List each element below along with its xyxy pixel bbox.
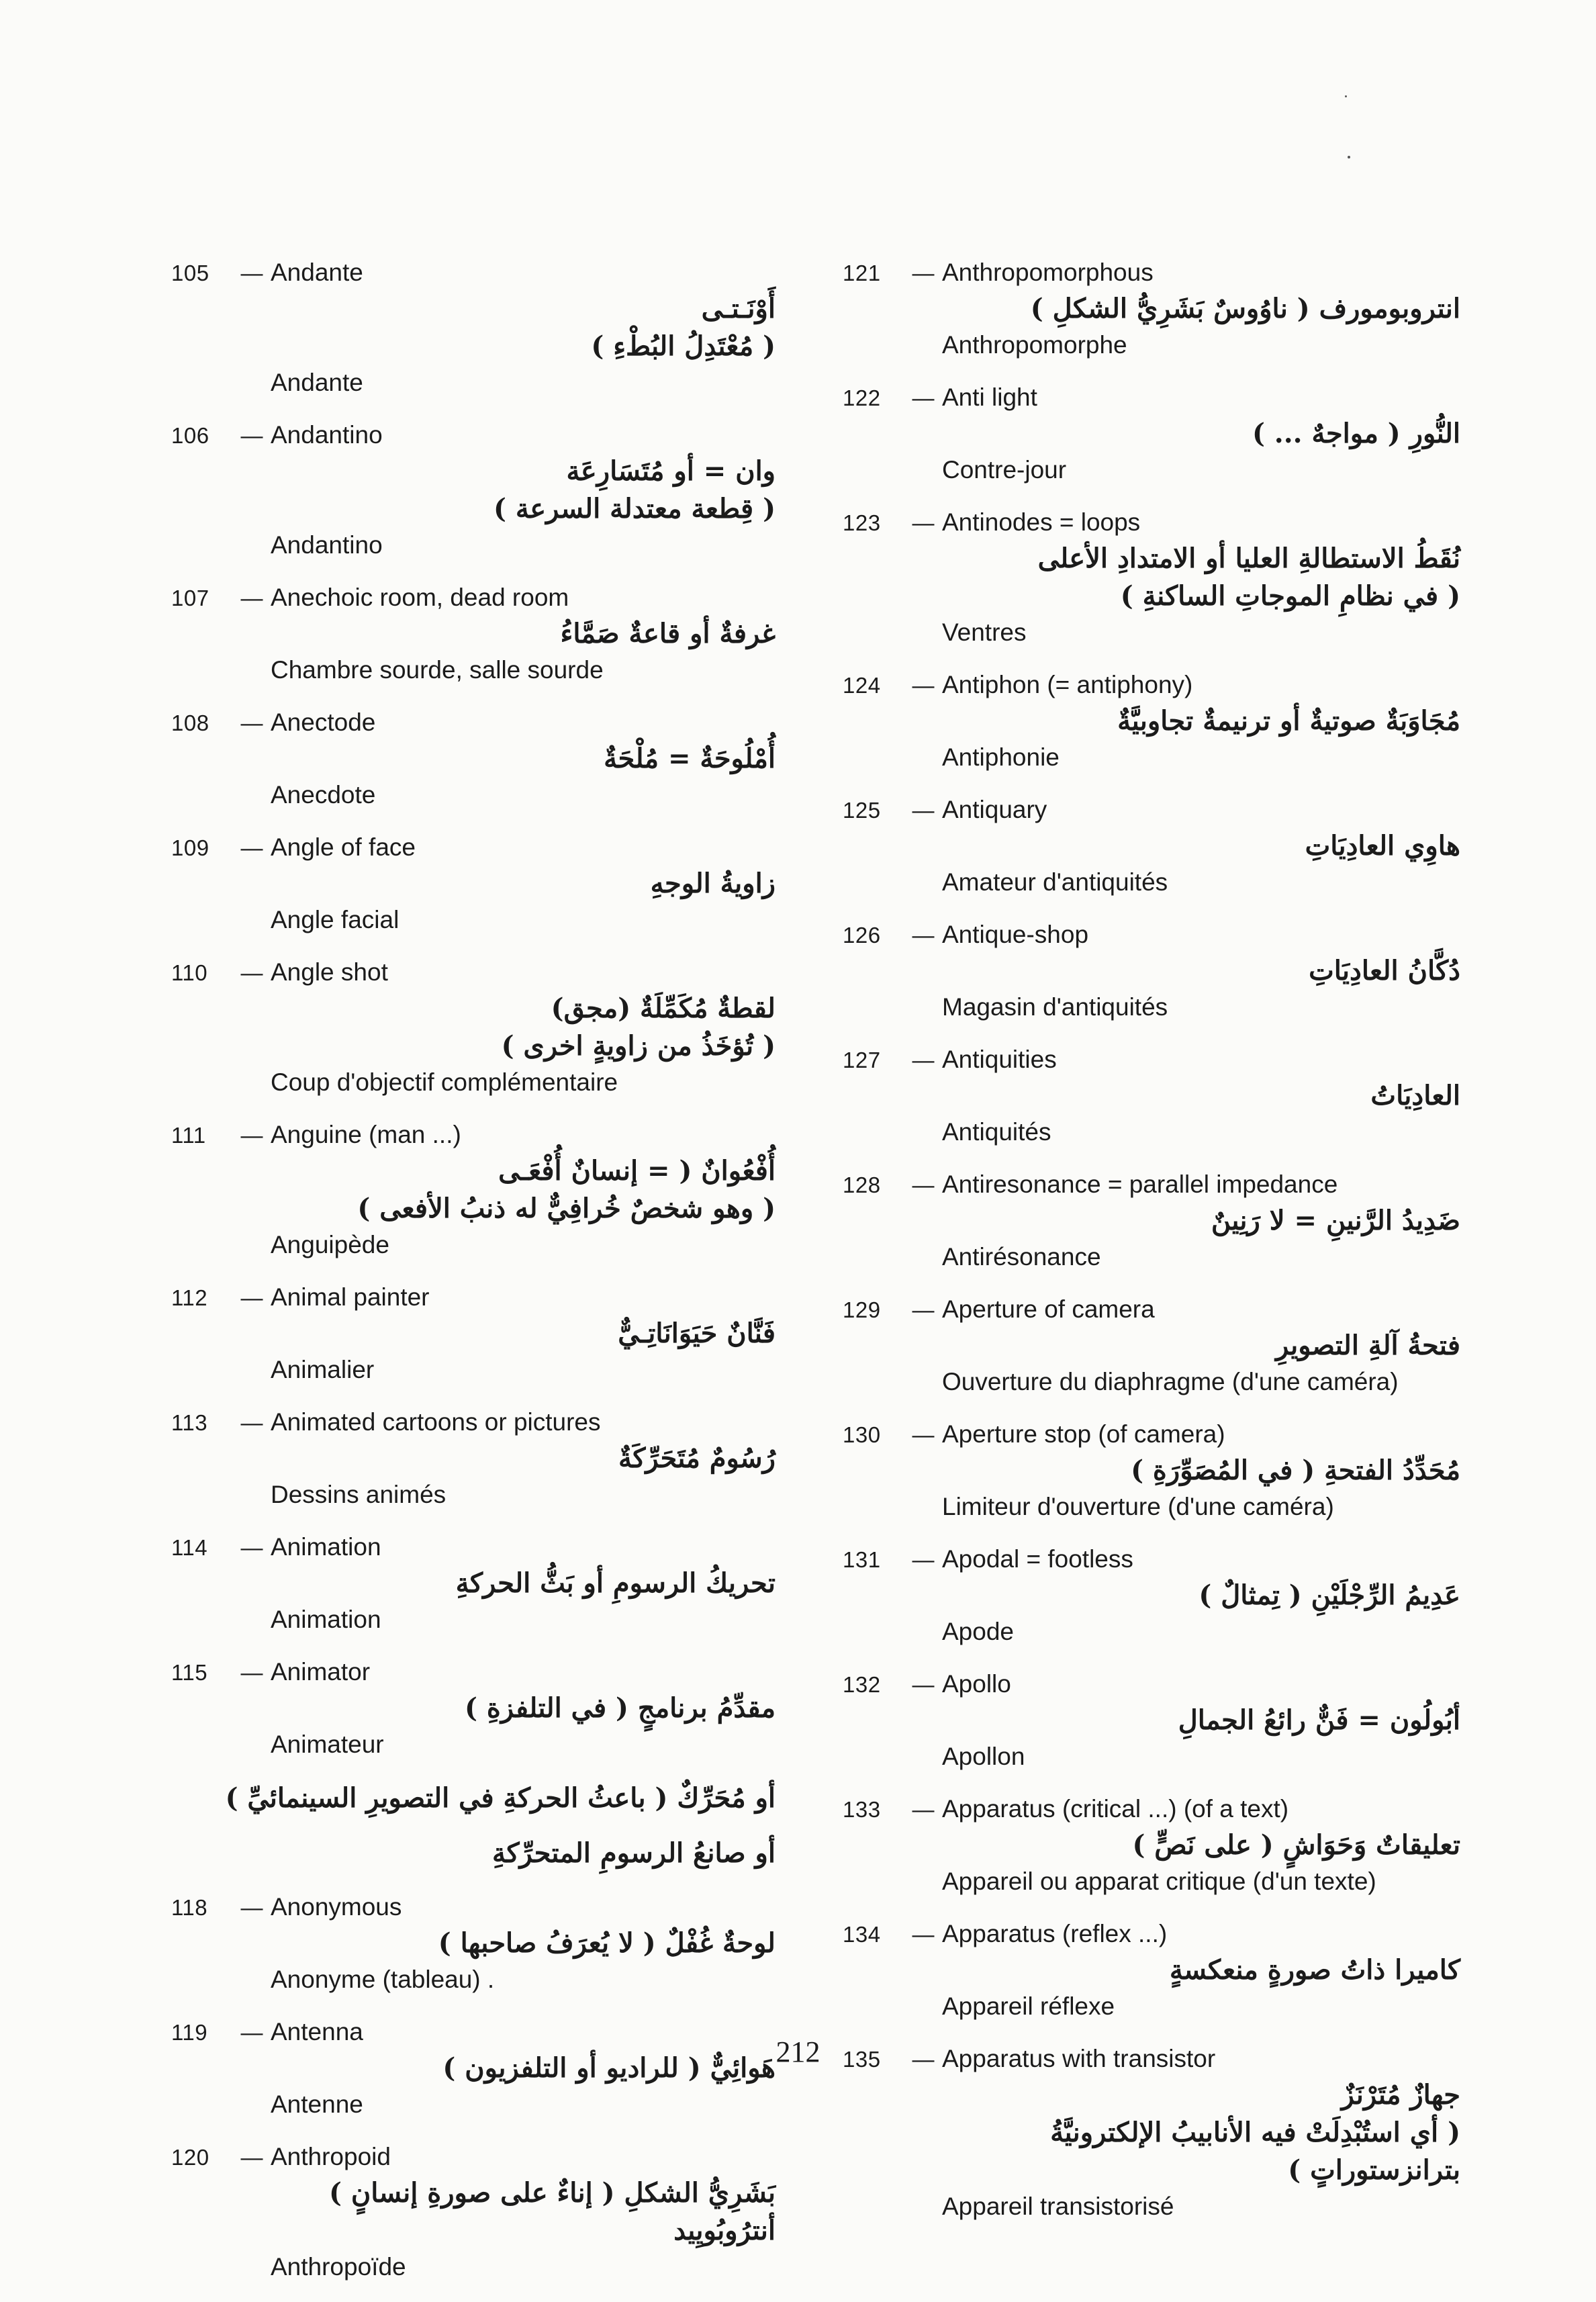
french-term: Dessins animés — [271, 1481, 447, 1508]
entry-number: 133 — [843, 1797, 881, 1822]
glossary-entry — [171, 2139, 776, 2285]
entry-head — [171, 1280, 776, 1387]
entry-head — [171, 418, 776, 563]
arabic-term: لوحةٌ غُفْلٌ ( لا يُعرَفُ صاحبها ) — [438, 1927, 776, 1959]
entry-dash: — — [240, 423, 263, 448]
entry-body — [942, 667, 1460, 775]
entry-dash: — — [912, 261, 935, 285]
arabic-term: رُسُومٌ مُتَحَرِّكَةٌ — [618, 1442, 776, 1474]
entry-dash: — — [912, 1172, 935, 1197]
arabic-term: عَدِيمُ الرِّجْلَيْنِ ( تِمثالٌ ) — [1199, 1579, 1460, 1611]
entry-number: 127 — [843, 1048, 881, 1072]
glossary-entry — [171, 1530, 776, 1637]
entry-body — [942, 1792, 1460, 1899]
english-term: Animator — [271, 1658, 371, 1686]
scan-speck — [1345, 95, 1347, 97]
arabic-term: مُحَدِّدُ الفتحةِ ( في المُصَوِّرَةِ ) — [1131, 1455, 1460, 1486]
entry-head — [171, 1655, 776, 1762]
entry-number: 123 — [843, 510, 881, 535]
arabic-term: لقطةٌ مُكَمِّلَةٌ (مجق) — [551, 993, 776, 1024]
arabic-term: دُكَّانُ العادِيَاتِ — [1309, 955, 1460, 986]
entry-body — [271, 255, 776, 400]
entry-dash: — — [912, 2047, 935, 2072]
entry-number: 118 — [171, 1895, 208, 1920]
glossary-entry — [843, 917, 1460, 1025]
arabic-term: ( تُؤخَذُ من زاويةٍ اخرى ) — [501, 1030, 776, 1062]
entry-head — [171, 1530, 776, 1637]
entry-head — [171, 705, 776, 813]
english-term: Antiquities — [942, 1046, 1057, 1073]
arabic-term: وان = أو مُتَسَارِعَة — [566, 455, 776, 487]
arabic-term: هاوِي العادِيَاتِ — [1305, 830, 1460, 862]
entry-head — [843, 380, 1460, 488]
french-term: Apode — [942, 1618, 1014, 1645]
arabic-term: ( أي استُبْدِلَتْ فيه الأنابيبُ الإلكترونيَّةُ — [1050, 2117, 1460, 2148]
arabic-term: تحريكُ الرسومِ أو بَثُّ الحركةِ — [455, 1567, 776, 1599]
english-term: Animal painter — [271, 1283, 430, 1311]
entry-dash: — — [912, 923, 935, 948]
entry-dash: — — [240, 1123, 263, 1148]
glossary-entry — [843, 1167, 1460, 1275]
glossary-entry — [843, 792, 1460, 900]
french-term: Andante — [271, 369, 363, 396]
french-term: Anguipède — [271, 1231, 389, 1258]
english-term: Antiphon (= antiphony) — [942, 671, 1193, 698]
english-term: Angle shot — [271, 958, 388, 986]
glossary-entry — [171, 705, 776, 813]
entry-head — [843, 917, 1460, 1025]
french-term: Antenne — [271, 2090, 363, 2118]
page-number: 212 — [776, 2035, 820, 2068]
arabic-term: بَشَرِيُّ الشكلِ ( إناءٌ على صورةِ إنسانٍ ) — [329, 2177, 776, 2209]
entry-body — [942, 255, 1460, 363]
entry-body — [942, 1667, 1460, 1774]
entry-number: 109 — [171, 835, 209, 860]
entry-head — [843, 792, 1460, 900]
glossary-entry — [843, 505, 1460, 650]
entry-head — [843, 1042, 1460, 1150]
french-term: Amateur d'antiquités — [942, 868, 1168, 896]
entry-head — [843, 1917, 1460, 2024]
arabic-continuation: أو مُحَرِّكٌ ( باعثُ الحركةِ في التصويرِ السينمائيِّ ) — [225, 1782, 776, 1814]
arabic-term: النُّورِ ( مواجهٌ ... ) — [1252, 418, 1460, 449]
english-term: Apollo — [942, 1670, 1011, 1698]
entry-body — [942, 917, 1460, 1025]
entry-head — [171, 830, 776, 937]
glossary-entry — [171, 1117, 776, 1262]
entry-number: 115 — [171, 1660, 208, 1685]
english-term: Anectode — [271, 708, 376, 736]
entry-number: 132 — [843, 1672, 881, 1697]
french-term: Animalier — [271, 1356, 375, 1383]
arabic-term: كاميرا ذاتُ صورةٍ منعكسةٍ — [1169, 1954, 1460, 1986]
entry-number: 134 — [843, 1922, 881, 1947]
arabic-term: مُجَاوَبَةٌ صوتيةٌ أو ترنيمةٌ تجاوبيَّةٌ — [1117, 705, 1460, 737]
entry-dash: — — [240, 1895, 263, 1920]
entry-dash: — — [912, 1672, 935, 1697]
french-term: Appareil transistorisé — [942, 2193, 1174, 2220]
english-term: Anthropomorphous — [942, 259, 1154, 286]
entry-number: 108 — [171, 710, 209, 735]
glossary-entry — [843, 1792, 1460, 1899]
glossary-entry — [171, 255, 776, 400]
french-term: Animation — [271, 1606, 381, 1633]
english-term: Apparatus (reflex ...) — [942, 1920, 1168, 1947]
glossary-entry — [171, 580, 776, 688]
glossary-entry — [171, 1655, 776, 1762]
french-term: Anthropomorphe — [942, 331, 1127, 359]
arabic-term: أَوْنَـتـى — [701, 293, 776, 324]
arabic-term: زاويةُ الوجهِ — [650, 868, 776, 899]
entry-body — [271, 955, 776, 1100]
entry-head — [843, 255, 1460, 363]
glossary-entry — [171, 830, 776, 937]
glossary-entry — [843, 1417, 1460, 1524]
entry-body — [942, 380, 1460, 488]
entry-body — [942, 505, 1460, 650]
entry-head — [171, 1117, 776, 1262]
arabic-term: فتحةُ آلةِ التصويرِ — [1276, 1330, 1460, 1361]
french-term: Contre-jour — [942, 456, 1067, 484]
entry-number: 111 — [171, 1123, 206, 1148]
english-term: Anonymous — [271, 1893, 402, 1921]
entry-number: 120 — [171, 2145, 209, 2170]
english-term: Animation — [271, 1533, 381, 1561]
french-term: Appareil ou apparat critique (d'un texte) — [942, 1868, 1376, 1895]
english-term: Antiquary — [942, 796, 1047, 823]
entry-body — [271, 1655, 776, 1762]
glossary-entry — [843, 1667, 1460, 1774]
entry-dash: — — [240, 710, 263, 735]
entry-number: 130 — [843, 1422, 881, 1447]
entry-head — [843, 667, 1460, 775]
arabic-term: بترانزستوراتٍ ) — [1288, 2154, 1460, 2186]
entry-dash: — — [912, 673, 935, 698]
arabic-term: ( قِطعة معتدلة السرعة ) — [493, 493, 776, 524]
entry-number: 126 — [843, 923, 881, 948]
entry-dash: — — [912, 1048, 935, 1072]
entry-dash: — — [912, 798, 935, 823]
arabic-continuation: أو صانعُ الرسومِ المتحرِّكةِ — [492, 1837, 776, 1869]
glossary-entry — [843, 255, 1460, 363]
entry-head — [843, 1667, 1460, 1774]
entry-number: 113 — [171, 1410, 208, 1435]
french-term: Antiquités — [942, 1118, 1051, 1146]
arabic-term: نُقَطُ الاستطالةِ العليا أو الامتدادِ الأعلى — [1037, 543, 1460, 574]
arabic-term: فَنَّانٌ حَيَوَانَاتِـيٌّ — [618, 1318, 776, 1349]
entry-body — [942, 1542, 1460, 1649]
english-term: Apparatus with transistor — [942, 2045, 1216, 2072]
french-term: Anonyme (tableau) . — [271, 1966, 495, 1993]
english-term: Antique-shop — [942, 921, 1089, 948]
arabic-term: أُفْعُوانٌ ( = إنسانٌ أُفْعَـى — [498, 1155, 776, 1187]
entry-dash: — — [240, 1660, 263, 1685]
entry-body — [271, 418, 776, 563]
glossary-entry — [843, 380, 1460, 488]
entry-head — [171, 1405, 776, 1512]
english-term: Andantino — [271, 421, 383, 449]
entry-body — [942, 1917, 1460, 2024]
english-term: Animated cartoons or pictures — [271, 1408, 601, 1436]
entry-number: 114 — [171, 1535, 208, 1560]
french-term: Angle facial — [271, 906, 400, 933]
arabic-term: ( في نظامِ الموجاتِ الساكنةِ ) — [1120, 580, 1460, 612]
arabic-term: أنترُوبُويِيد — [673, 2215, 776, 2246]
entry-dash: — — [912, 385, 935, 410]
entry-dash: — — [240, 960, 263, 985]
french-term: Chambre sourde, salle sourde — [271, 656, 604, 684]
glossary-entry — [171, 1280, 776, 1387]
entry-number: 121 — [843, 261, 881, 285]
french-term: Coup d'objectif complémentaire — [271, 1068, 618, 1096]
entry-dash: — — [912, 1297, 935, 1322]
english-term: Apparatus (critical ...) (of a text) — [942, 1795, 1289, 1823]
entry-body — [271, 2139, 776, 2285]
entry-dash: — — [912, 510, 935, 535]
entry-head — [843, 1792, 1460, 1899]
entry-number: 112 — [171, 1285, 208, 1310]
entry-dash: — — [240, 2145, 263, 2170]
entry-head — [171, 580, 776, 688]
entry-dash: — — [912, 1547, 935, 1572]
glossary-entry — [843, 1917, 1460, 2024]
french-term: Ventres — [942, 618, 1027, 646]
entry-number: 128 — [843, 1172, 881, 1197]
entry-number: 129 — [843, 1297, 881, 1322]
arabic-term: ضَدِيدُ الرَّنينِ = لا رَنِينٌ — [1211, 1205, 1460, 1236]
french-term: Anthropoïde — [271, 2253, 406, 2281]
left-column — [171, 255, 776, 2302]
english-term: Apodal = footless — [942, 1545, 1133, 1573]
arabic-term: أبُولُون = فَنٌّ رائعُ الجمالِ — [1178, 1704, 1460, 1736]
french-term: Andantino — [271, 531, 383, 559]
french-term: Anecdote — [271, 781, 376, 809]
glossary-entry — [843, 1042, 1460, 1150]
entry-body — [271, 1117, 776, 1262]
entry-dash: — — [240, 1535, 263, 1560]
entry-number: 135 — [843, 2047, 881, 2072]
french-term: Animateur — [271, 1731, 384, 1758]
entry-body — [271, 1405, 776, 1512]
english-term: Antenna — [271, 2018, 363, 2045]
entry-head — [843, 505, 1460, 650]
french-term: Magasin d'antiquités — [942, 993, 1168, 1021]
french-term: Appareil réflexe — [942, 1992, 1115, 2020]
arabic-term: انتروبومورف ( ناوُوسٌ بَشَرِيُّ الشكلِ ) — [1030, 293, 1460, 324]
french-term: Limiteur d'ouverture (d'une caméra) — [942, 1493, 1334, 1520]
entry-body — [271, 580, 776, 688]
arabic-term: ( مُعْتَدِلُ البُطْءِ ) — [591, 330, 776, 362]
entry-number: 106 — [171, 423, 209, 448]
glossary-entry — [843, 667, 1460, 775]
right-column — [843, 255, 1460, 2242]
scan-speck — [1348, 156, 1350, 158]
entry-head — [843, 1542, 1460, 1649]
entry-head — [171, 955, 776, 1100]
entry-head — [171, 255, 776, 400]
french-term: Antiphonie — [942, 743, 1060, 771]
arabic-term: العادِيَاتُ — [1370, 1080, 1460, 1111]
entry-number: 119 — [171, 2020, 208, 2045]
entry-dash: — — [240, 586, 263, 610]
entry-number: 124 — [843, 673, 881, 698]
entry-dash: — — [240, 835, 263, 860]
entry-head — [843, 1292, 1460, 1399]
entry-head — [171, 1890, 776, 1997]
entry-number: 110 — [171, 960, 208, 985]
entry-body — [271, 705, 776, 813]
entry-body — [942, 1417, 1460, 1524]
english-term: Anguine (man ...) — [271, 1121, 461, 1148]
entry-dash: — — [912, 1922, 935, 1947]
arabic-term: أُمْلُوحَةٌ = مُلْحَةٌ — [604, 743, 776, 774]
entry-number: 131 — [843, 1547, 881, 1572]
glossary-entry — [171, 955, 776, 1100]
entry-body — [271, 1890, 776, 1997]
entry-dash: — — [912, 1797, 935, 1822]
entry-dash: — — [912, 1422, 935, 1447]
arabic-term: غرفةٌ أو قاعةٌ صَمَّاءُ — [560, 618, 776, 649]
entry-head — [843, 1167, 1460, 1275]
entry-body — [942, 792, 1460, 900]
arabic-term: ( وهو شخصٌ خُرافِيٌّ له ذنبُ الأفعى ) — [357, 1193, 776, 1224]
english-term: Angle of face — [271, 833, 416, 861]
glossary-entry — [171, 1890, 776, 1997]
glossary-entry — [171, 1405, 776, 1512]
french-term: Antirésonance — [942, 1243, 1101, 1271]
entry-head — [843, 1417, 1460, 1524]
entry-dash: — — [240, 261, 263, 285]
arabic-term: هَوائِيٌّ ( للراديو أو التلفزيون ) — [442, 2052, 776, 2084]
entry-head — [171, 2139, 776, 2285]
english-term: Aperture stop (of camera) — [942, 1420, 1225, 1448]
arabic-term: جهازٌ مُتَرْنَزٌ — [1341, 2079, 1460, 2111]
entry-body — [271, 830, 776, 937]
english-term: Anti light — [942, 383, 1037, 411]
english-term: Aperture of camera — [942, 1295, 1155, 1323]
entry-body — [271, 1530, 776, 1637]
arabic-term: مقدِّمُ برنامجٍ ( في التلفزةِ ) — [464, 1692, 776, 1724]
continuation-line — [171, 1835, 776, 1872]
english-term: Anechoic room, dead room — [271, 584, 569, 611]
entry-number: 105 — [171, 261, 209, 285]
entry-dash: — — [240, 2020, 263, 2045]
entry-body — [271, 1280, 776, 1387]
french-term: Ouverture du diaphragme (d'une caméra) — [942, 1368, 1399, 1395]
entry-body — [942, 1167, 1460, 1275]
english-term: Antinodes = loops — [942, 508, 1141, 536]
glossary-entry — [171, 418, 776, 563]
entry-body — [942, 1042, 1460, 1150]
continuation-line — [171, 1780, 776, 1817]
french-term: Apollon — [942, 1743, 1025, 1770]
glossary-entry — [843, 1542, 1460, 1649]
english-term: Antiresonance = parallel impedance — [942, 1170, 1338, 1198]
glossary-entry — [843, 1292, 1460, 1399]
entry-number: 125 — [843, 798, 881, 823]
entry-dash: — — [240, 1285, 263, 1310]
entry-number: 107 — [171, 586, 209, 610]
english-term: Anthropoid — [271, 2143, 391, 2170]
entry-body — [942, 1292, 1460, 1399]
arabic-term: تعليقاتٌ وَحَوَاشٍ ( على نَصٍّ ) — [1132, 1829, 1460, 1861]
entry-number: 122 — [843, 385, 881, 410]
entry-dash: — — [240, 1410, 263, 1435]
english-term: Andante — [271, 259, 363, 286]
